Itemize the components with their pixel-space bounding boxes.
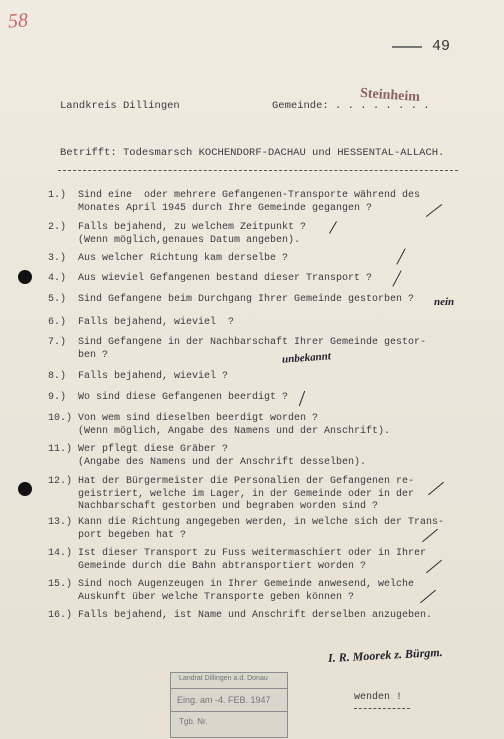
answer-tick-15 (420, 590, 436, 604)
question-item: 8.) Falls bejahend, wieviel ? (48, 371, 229, 382)
answer-q5: nein (434, 296, 455, 308)
wenden-underline (354, 708, 410, 709)
question-item: 11.) Wer pflegt diese Gräber ? (Angabe des Namens und der Anschrift desselben). (48, 444, 367, 468)
answer-tick-14 (426, 560, 442, 574)
punch-hole-top (18, 270, 32, 284)
page-number-strike (392, 46, 422, 48)
wenden-note: wenden ! (354, 692, 403, 703)
question-item: 13.) Kann die Richtung angegeben werden, in welche sich der Trans- port begeben hat ? (48, 517, 445, 541)
question-item: 4.) Aus wieviel Gefangenen bestand dieser Transport ? (48, 273, 373, 284)
stamp-journal-number: Tgb. Nr. (179, 717, 208, 726)
question-item: 5.) Sind Gefangene beim Durchgang Ihrer Gemeinde gestorben ? (48, 294, 415, 305)
answer-tick-1 (426, 204, 442, 217)
answer-tick-2 (329, 221, 337, 234)
subject-line: Betrifft: Todesmarsch KOCHENDORF-DACHAU und HESSENTAL-ALLACH. (60, 147, 445, 159)
answer-tick-12 (428, 482, 444, 496)
landkreis-label: Landkreis Dillingen (60, 100, 180, 112)
page-number: 49 (432, 38, 451, 55)
punch-hole-bottom (18, 482, 32, 496)
question-item: 2.) Falls bejahend, zu welchem Zeitpunkt ? (Wenn möglich,genaues Datum angeben). (48, 222, 307, 246)
question-item: 3.) Aus welcher Richtung kam derselbe ? (48, 253, 289, 264)
corner-archive-number: 58 (7, 9, 29, 33)
answer-tick-3 (396, 248, 405, 264)
gemeinde-value: Steinheim (359, 85, 421, 106)
question-item: 1.) Sind eine oder mehrere Gefangenen-Transporte während des Monates April 1945 durch Ihre Gemeinde gegangen ? (48, 190, 421, 214)
question-item: 6.) Falls bejahend, wieviel ? (48, 317, 235, 328)
question-item: 14.) Ist dieser Transport zu Fuss weitermaschiert oder in Ihrer Gemeinde durch die Bahn abtransportiert worden ? (48, 548, 427, 572)
question-item: 15.) Sind noch Augenzeugen in Ihrer Gemeinde anwesend, welche Auskunft über welche Transporte geben können ? (48, 579, 415, 603)
answer-tick-9 (299, 391, 305, 406)
stamp-divider (171, 711, 287, 712)
question-item: 9.) Wo sind diese Gefangenen beerdigt ? (48, 392, 289, 403)
question-item: 7.) Sind Gefangene in der Nachbarschaft Ihrer Gemeinde gestor- ben ? (48, 337, 427, 361)
received-stamp (170, 672, 288, 738)
signature: I. R. Moorek z. Bürgm. (327, 645, 443, 665)
answer-tick-4 (392, 270, 401, 286)
stamp-divider (171, 688, 287, 689)
question-item: 12.) Hat der Bürgermeister die Personalien der Gefangenen re- geistriert, welche im Lager, in der Gemeinde oder in der Nachbarschaft gestorben und begraben worden sind ? (48, 476, 415, 512)
stamp-received-date: Eing. am -4. FEB. 1947 (177, 695, 271, 705)
question-item: 10.) Von wem sind dieselben beerdigt worden ? (Wenn möglich, Angabe des Namens und der Anschrift). (48, 413, 391, 437)
answer-q7: unbekannt (281, 350, 332, 366)
question-item: 16.) Falls bejahend, ist Name und Anschrift derselben anzugeben. (48, 610, 433, 621)
stamp-authority: Landrat Dillingen a.d. Donau (179, 675, 268, 682)
gemeinde-label: Gemeinde: . . . . . . . . (272, 100, 430, 112)
subject-separator (58, 170, 458, 171)
